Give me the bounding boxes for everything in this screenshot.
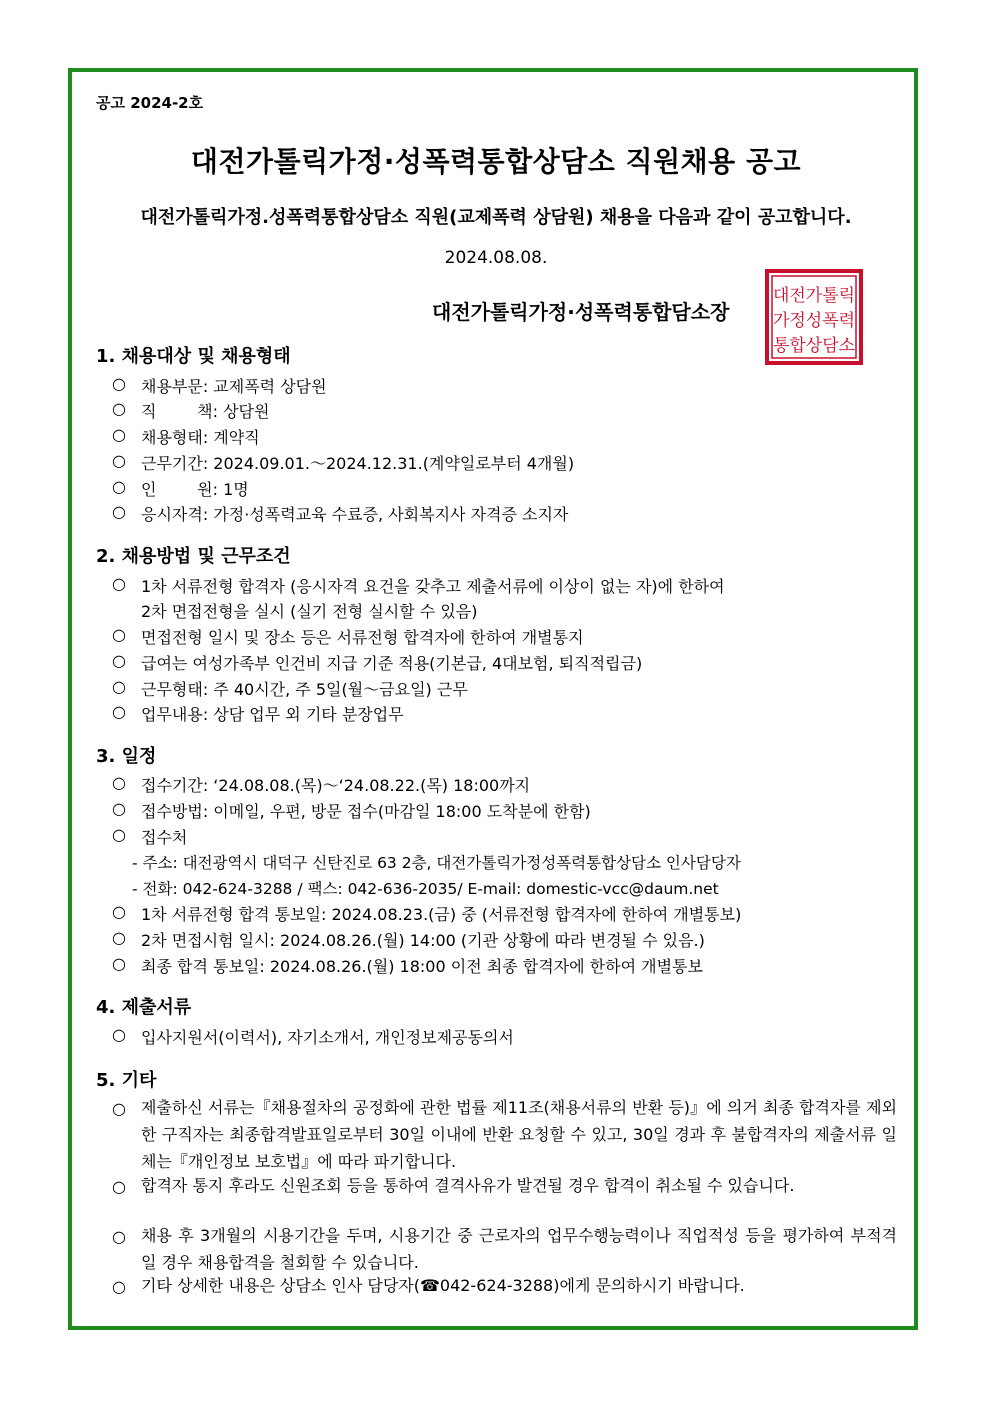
list-item: 2차 면접시험 일시: 2024.08.26.(월) 14:00 (기관 상황에 따라 변경될 수 있음.) [141,931,705,950]
bullet-icon: ○ [112,1227,126,1246]
section-3-title: 3. 일정 [96,746,157,767]
bullet-icon: ○ [112,677,126,696]
bullet-icon: ○ [112,1099,126,1118]
list-item: 채용 후 3개월의 시용기간을 두며, 시용기간 중 근로자의 업무수행능력이나 직업적성 등을 평가하여 부적격일 경우 채용합격을 철회할 수 있습니다. [141,1226,897,1272]
bullet-icon: ○ [112,1177,126,1196]
section-2-title: 2. 채용방법 및 근무조건 [96,546,291,567]
page-title: 대전가톨릭가정·성폭력통합상담소 직원채용 공고 [190,145,802,178]
list-item: 면접전형 일시 및 장소 등은 서류전형 합격자에 한하여 개별통지 [141,628,584,647]
seal-line-3: 통합상담소 [772,336,856,356]
bullet-icon: ○ [112,374,126,393]
bullet-icon: ○ [112,425,126,444]
list-item: 접수방법: 이메일, 우편, 방문 접수(마감일 18:00 도착분에 한함) [141,802,591,821]
bullet-icon: ○ [112,773,126,792]
notice-date: 2024.08.08. [444,248,548,268]
list-item: 최종 합격 통보일: 2024.08.26.(월) 18:00 이전 최종 합격자에 한하여 개별통보 [141,957,703,976]
list-item: 접수처 [141,828,188,847]
seal-line-1: 대전가톨릭 [772,286,856,306]
official-seal-icon [764,268,864,366]
seal-line-2: 가정성폭력 [772,311,856,331]
section-1-title: 1. 채용대상 및 채용형태 [96,346,291,367]
bullet-icon: ○ [112,902,126,921]
contact-line: - 전화: 042-624-3288 / 팩스: 042-636-2035/ E-mail: domestic-vcc@daum.net [132,880,719,898]
list-item: 기타 상세한 내용은 상담소 인사 담당자(☎042-624-3288)에게 문의하시기 바랍니다. [141,1276,745,1295]
section-5-title: 5. 기타 [96,1070,157,1091]
notice-number: 공고 2024-2호 [96,94,204,112]
intro-text: 대전가톨릭가정.성폭력통합상담소 직원(교제폭력 상담원) 채용을 다음과 같이 공고합니다. [140,207,852,228]
bullet-icon: ○ [112,954,126,973]
list-item: 접수기간: ‘24.08.08.(목)～‘24.08.22.(목) 18:00까지 [141,776,531,795]
list-item: 인 원: 1명 [141,480,249,499]
bullet-icon: ○ [112,799,126,818]
bullet-icon: ○ [112,702,126,721]
bullet-icon: ○ [112,574,126,593]
bullet-icon: ○ [112,928,126,947]
list-item: 응시자격: 가정·성폭력교육 수료증, 사회복지사 자격증 소지자 [141,505,569,524]
bullet-icon: ○ [112,477,126,496]
list-item: 근무형태: 주 40시간, 주 5일(월～금요일) 근무 [141,680,468,699]
list-item: 근무기간: 2024.09.01.～2024.12.31.(계약일로부터 4개월) [141,454,575,473]
address-line: - 주소: 대전광역시 대덕구 신탄진로 63 2층, 대전가톨릭가정성폭력통합상담소 인사담당자 [132,854,741,872]
bullet-icon: ○ [112,451,126,470]
bullet-icon: ○ [112,825,126,844]
bullet-icon: ○ [112,625,126,644]
list-item: 입사지원서(이력서), 자기소개서, 개인정보제공동의서 [141,1028,514,1047]
list-item: 1차 서류전형 합격자 (응시자격 요건을 갖추고 제출서류에 이상이 없는 자)에 한하여 [141,577,725,596]
list-item-continuation: 2차 면접전형을 실시 (실기 전형 실시할 수 있음) [141,602,478,621]
list-item: 급여는 여성가족부 인건비 지급 기준 적용(기본급, 4대보험, 퇴직적립금) [141,654,643,673]
list-item: 채용형태: 계약직 [141,428,260,447]
list-item: 업무내용: 상담 업무 외 기타 분장업무 [141,705,404,724]
bullet-icon: ○ [112,1277,126,1296]
bullet-icon: ○ [112,651,126,670]
list-item: 제출하신 서류는『채용절차의 공정화에 관한 법률 제11조(채용서류의 반환 등)』에 의거 최종 합격자를 제외한 구직자는 최종합격발표일로부터 30일 이내에 반환 요청할 수 있고, 30일 경과 후 불합격자의 제출서류 일체는『개인정보 보호법』에 따라 파기합니다. [141,1098,897,1171]
list-item: 채용부문: 교제폭력 상담원 [141,377,327,396]
list-item: 1차 서류전형 합격 통보일: 2024.08.23.(금) 중 (서류전형 합격자에 한하여 개별통보) [141,905,742,924]
section-4-title: 4. 제출서류 [96,997,192,1018]
list-item: 합격자 통지 후라도 신원조회 등을 통하여 결격사유가 발견될 경우 합격이 취소될 수 있습니다. [141,1176,795,1195]
director-signature: 대전가톨릭가정·성폭력통합담소장 [432,300,730,324]
list-item: 직 책: 상담원 [141,402,270,421]
bullet-icon: ○ [112,502,126,521]
bullet-icon: ○ [112,1025,126,1044]
bullet-icon: ○ [112,399,126,418]
